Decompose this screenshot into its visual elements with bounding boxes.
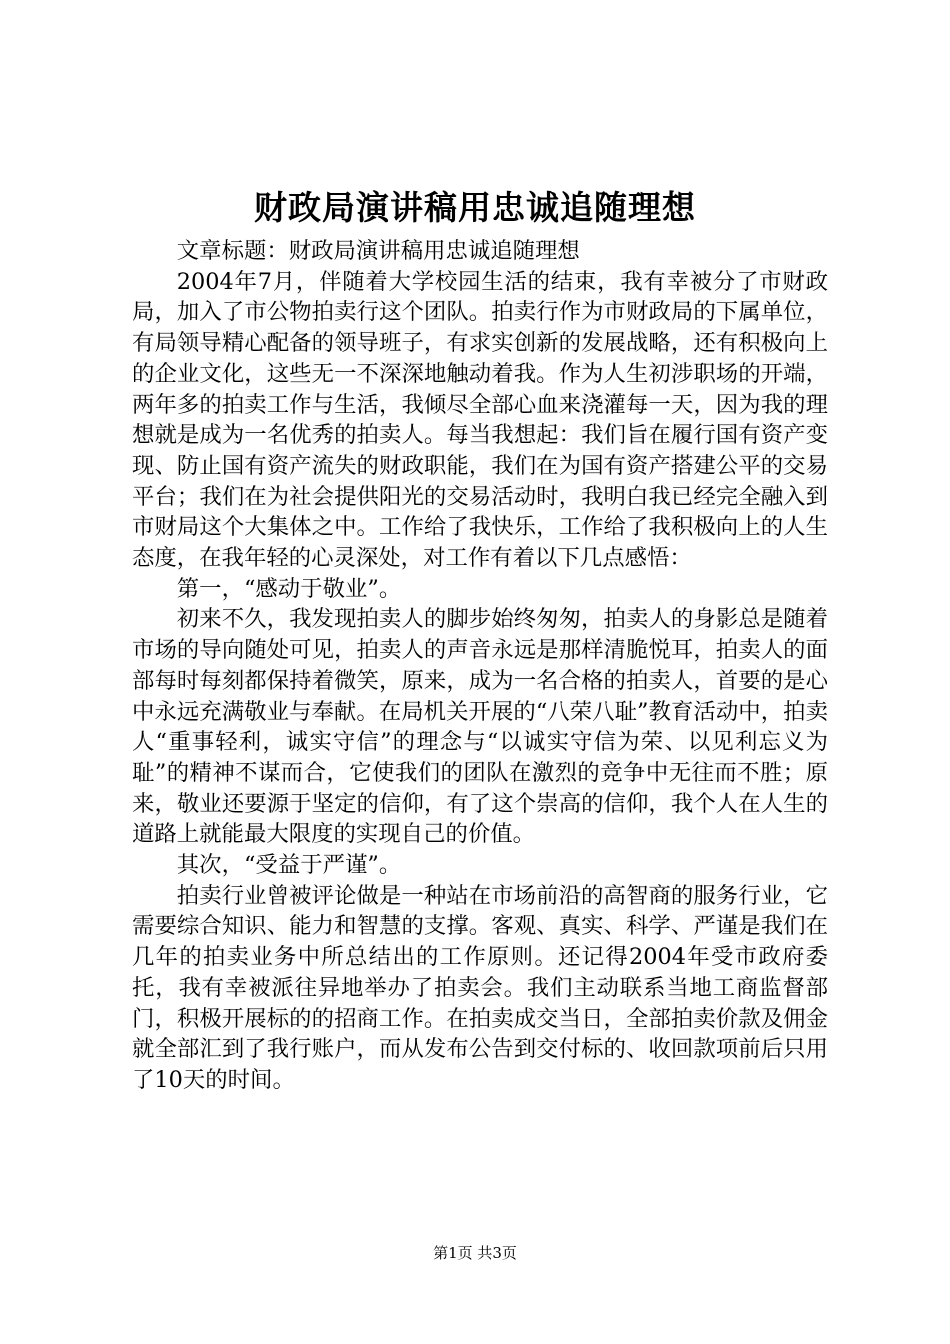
document-body xyxy=(132,236,828,1096)
paragraph: 初来不久，我发现拍卖人的脚步始终匆匆，拍卖人的身影总是随着市场的导向随处可见，拍卖人的声音永远是那样清脆悦耳，拍卖人的面部每时每刻都保持着微笑，原来，成为一名合格的拍卖人，首要的是心中永远充满敬业与奉献。在局机关开展的“八荣八耻”教育活动中，拍卖人“重事轻利，诚实守信”的理念与“以诚实守信为荣、以见利忘义为耻”的精神不谋而合，它使我们的团队在激烈的竞争中无往而不胜；原来，敬业还要源于坚定的信仰，有了这个崇高的信仰，我个人在人生的道路上就能最大限度的实现自己的价值。 xyxy=(132,606,828,848)
paragraph: 拍卖行业曾被评论做是一种站在市场前沿的高智商的服务行业，它需要综合知识、能力和智慧的支撑。客观、真实、科学、严谨是我们在几年的拍卖业务中所总结出的工作原则。还记得2004年受市政府委托，我有幸被派往异地举办了拍卖会。我们主动联系当地工商监督部门，积极开展标的的招商工作。在拍卖成交当日，全部拍卖价款及佣金就全部汇到了我行账户，而从发布公告到交付标的、收回款项前后只用了10天的时间。 xyxy=(132,882,828,1093)
section-heading: 第一，“感动于敬业”。 xyxy=(176,575,402,602)
page-footer: 第1页 共3页 xyxy=(433,1244,517,1262)
section-heading: 其次，“受益于严谨”。 xyxy=(176,852,402,879)
document-title: 财政局演讲稿用忠诚追随理想 xyxy=(254,188,696,227)
paragraph-article-title: 文章标题：财政局演讲稿用忠诚追随理想 xyxy=(176,238,580,264)
paragraph: 2004年7月，伴随着大学校园生活的结束，我有幸被分了市财政局，加入了市公物拍卖行这个团队。拍卖行作为市财政局的下属单位，有局领导精心配备的领导班子，有求实创新的发展战略，还有积极向上的企业文化，这些无一不深深地触动着我。作为人生初涉职场的开端，两年多的拍卖工作与生活，我倾尽全部心血来浇灌每一天，因为我的理想就是成为一名优秀的拍卖人。每当我想起：我们旨在履行国有资产变现、防止国有资产流失的财政职能，我们在为国有资产搭建公平的交易平台；我们在为社会提供阳光的交易活动时，我明白我已经完全融入到市财局这个大集体之中。工作给了我快乐，工作给了我积极向上的人生态度，在我年轻的心灵深处，对工作有着以下几点感悟： xyxy=(132,268,828,572)
